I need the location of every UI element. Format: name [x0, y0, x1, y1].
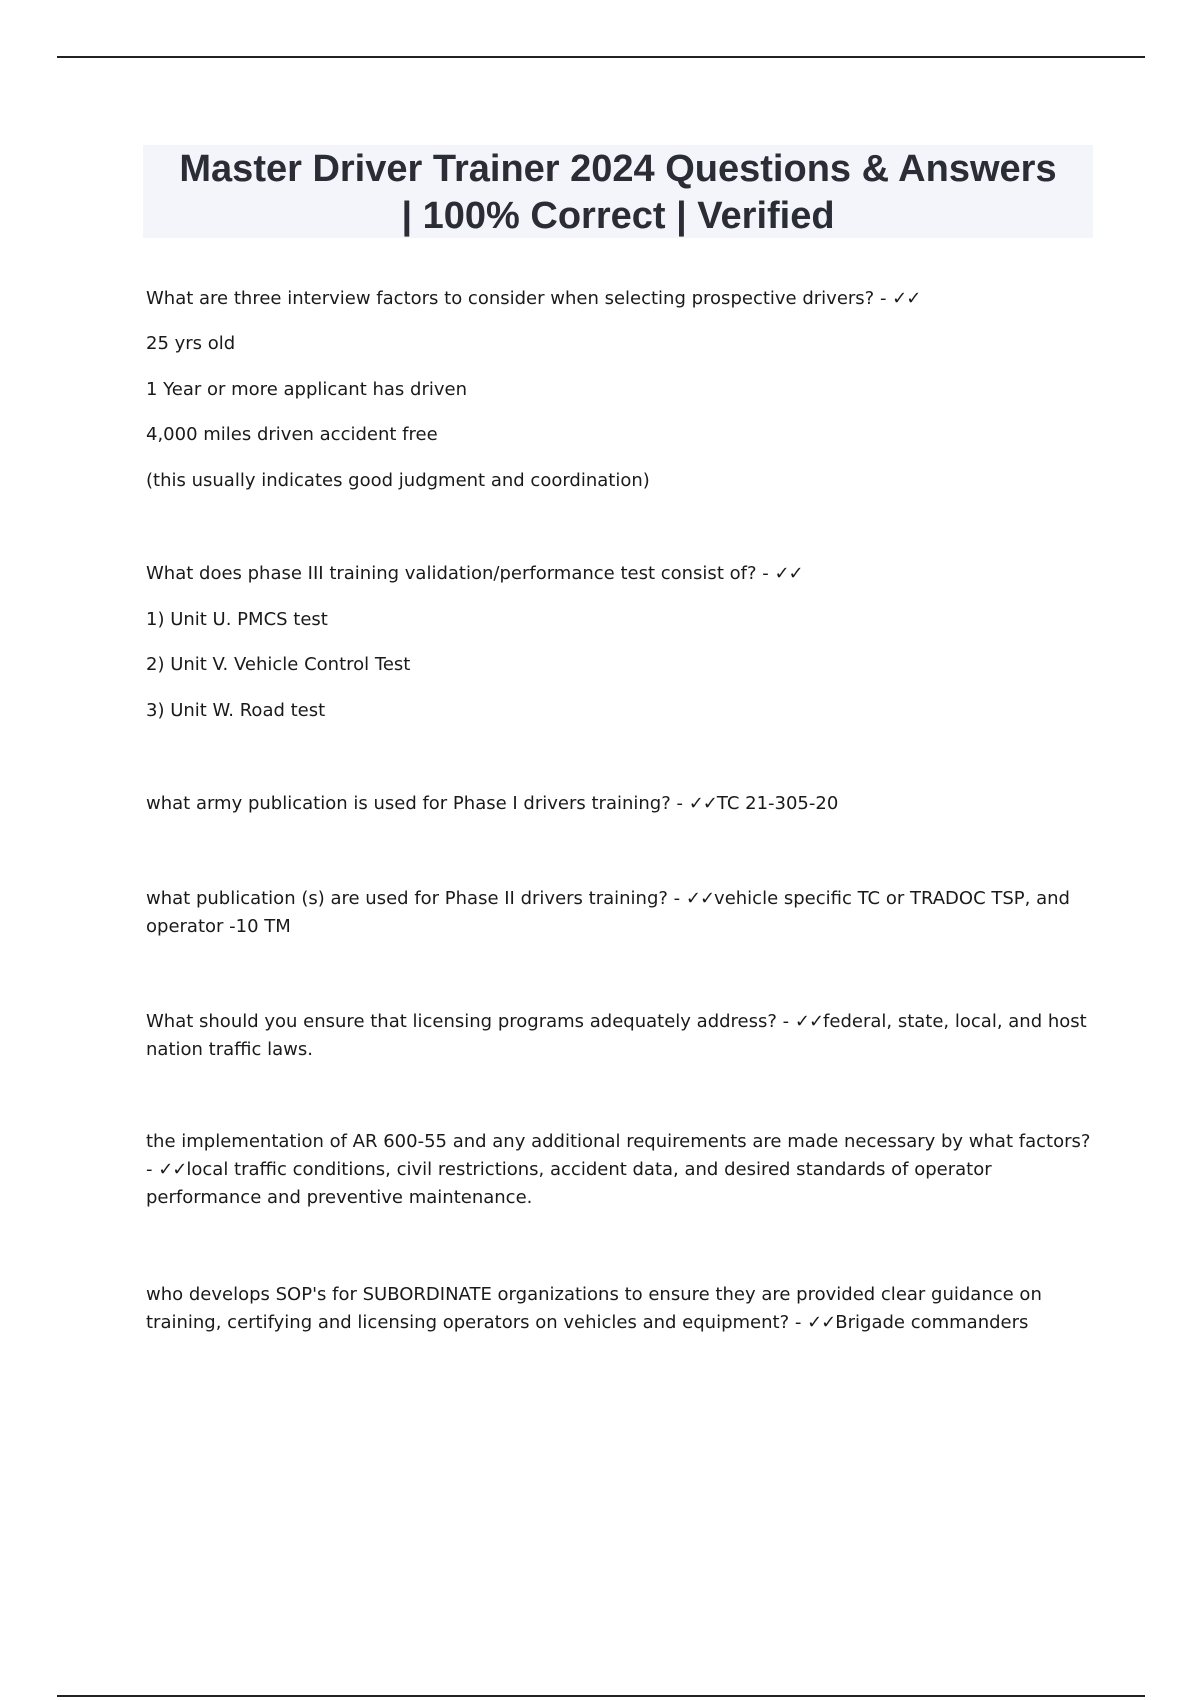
question-4: what publication (s) are used for Phase II drivers training? - ✓✓vehicle specific TC or TRADOC TSP, and operator -10 TM	[146, 888, 1070, 937]
question-7: who develops SOP's for SUBORDINATE organizations to ensure they are provided clear guidance on training, certifying and licensing operators on vehicles and equipment? - ✓✓Brigade commanders	[146, 1284, 1042, 1333]
check-icon: ✓✓	[685, 888, 715, 909]
answer-1-line-1: 25 yrs old	[146, 333, 236, 354]
answer-5: federal, state, local, and host nation traffic laws.	[146, 1011, 1087, 1060]
title-line-1: Master Driver Trainer 2024 Questions & Answers	[179, 148, 1057, 190]
question-1: What are three interview factors to consider when selecting prospective drivers? - ✓✓	[146, 288, 921, 309]
check-icon: ✓✓	[892, 288, 921, 309]
check-icon: ✓✓	[794, 1011, 824, 1032]
answer-2-line-3: 3) Unit W. Road test	[146, 700, 326, 721]
answer-3: TC 21-305-20	[716, 793, 839, 814]
answer-2-line-2: 2) Unit V. Vehicle Control Test	[146, 654, 411, 675]
answer-1-line-3: 4,000 miles driven accident free	[146, 424, 438, 445]
title-banner	[143, 145, 1093, 238]
bottom-rule	[57, 1695, 1145, 1697]
document-title	[143, 145, 1093, 240]
check-icon: ✓✓	[774, 563, 803, 584]
check-icon: ✓✓	[158, 1159, 187, 1180]
answer-1-line-2: 1 Year or more applicant has driven	[146, 379, 467, 400]
answer-2-line-1: 1) Unit U. PMCS test	[146, 609, 328, 630]
question-5: What should you ensure that licensing programs adequately address? - ✓✓federal, state, local, and host nation traffic laws.	[146, 1011, 1087, 1060]
check-icon: ✓✓	[807, 1312, 836, 1333]
question-3: what army publication is used for Phase I drivers training? - ✓✓TC 21-305-20	[146, 793, 839, 814]
answer-4: vehicle specific TC or TRADOC TSP, and operator -10 TM	[146, 888, 1070, 937]
top-rule	[57, 56, 1145, 58]
answer-1-line-4: (this usually indicates good judgment and coordination)	[146, 470, 650, 491]
check-icon: ✓✓	[688, 793, 717, 814]
answer-7: Brigade commanders	[835, 1312, 1029, 1333]
answer-6: local traffic conditions, civil restrictions, accident data, and desired standards of operator performance and preventive maintenance.	[146, 1159, 992, 1208]
question-2: What does phase III training validation/performance test consist of? - ✓✓	[146, 563, 803, 584]
question-6: the implementation of AR 600-55 and any additional requirements are made necessary by what factors? - ✓✓local traffic conditions, civil restrictions, accident data, and desired standards of operator performance and preventive maintenance.	[146, 1131, 1091, 1208]
title-line-2: | 100% Correct | Verified	[401, 195, 835, 237]
